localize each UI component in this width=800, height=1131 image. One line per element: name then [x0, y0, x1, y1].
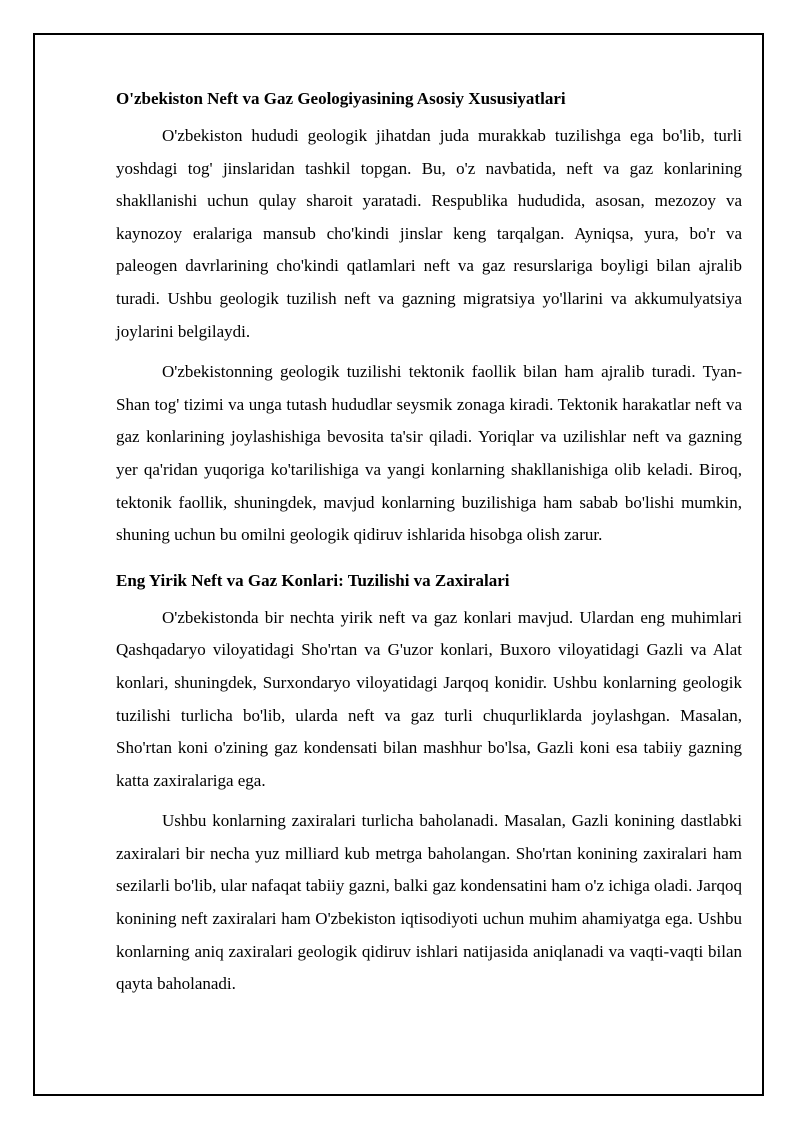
section-largest-fields	[116, 568, 742, 1001]
paragraph: O'zbekistonda bir nechta yirik neft va gaz konlari mavjud. Ulardan eng muhimlari Qashqadaryo viloyatidagi Sho'rtan va G'uzor konlari, Buxoro viloyatidagi Gazli va Alat konlari, shuningdek, Surxondaryo viloyatidagi Jarqoq konidir. Ushbu konlarning geologik tuzilishi turlicha bo'lib, ularda neft va gaz turli chuqurliklarda joylashgan. Masalan, Sho'rtan koni o'zining gaz kondensati bilan mashhur bo'lsa, Gazli koni esa tabiiy gazning katta zaxiralariga ega.	[116, 607, 742, 790]
section-heading: O'zbekiston Neft va Gaz Geologiyasining Asosiy Xususiyatlari	[116, 89, 566, 108]
paragraph: Ushbu konlarning zaxiralari turlicha baholanadi. Masalan, Gazli konining dastlabki zaxiralari bir necha yuz milliard kub metrga baholangan. Sho'rtan konining zaxiralari ham sezilarli bo'lib, ular nafaqat tabiiy gazni, balki gaz kondensatini ham o'z ichiga oladi. Jarqoq konining neft zaxiralari ham O'zbekiston iqtisodiyoti uchun muhim ahamiyatga ega. Ushbu konlarning aniq zaxiralari geologik qidiruv ishlari natijasida aniqlanadi va vaqti-vaqti bilan qayta baholanadi.	[116, 811, 742, 994]
document-body	[116, 86, 742, 1001]
section-heading: Eng Yirik Neft va Gaz Konlari: Tuzilishi va Zaxiralari	[116, 570, 510, 590]
section-geology-features	[116, 86, 742, 552]
paragraph: O'zbekistonning geologik tuzilishi tektonik faollik bilan ham ajralib turadi. Tyan-Shan tog' tizimi va unga tutash hududlar seysmik zonaga kiradi. Tektonik harakatlar neft va gaz konlarining joylashishiga bevosita ta'sir qiladi. Yoriqlar va uzilishlar neft va gazning yer qa'ridan yuqoriga ko'tarilishiga va yangi konlarning shakllanishiga olib keladi. Biroq, tektonik faollik, shuningdek, mavjud konlarning buzilishiga ham sabab bo'lishi mumkin, shuning uchun bu omilni geologik qidiruv ishlarida hisobga olish zarur.	[116, 362, 742, 545]
paragraph: O'zbekiston hududi geologik jihatdan juda murakkab tuzilishga ega bo'lib, turli yoshdagi tog' jinslaridan tashkil topgan. Bu, o'z navbatida, neft va gaz konlarining shakllanishi uchun qulay sharoit yaratadi. Respublika hududida, asosan, mezozoy va kaynozoy eralariga mansub cho'kindi jinslar keng tarqalgan. Ayniqsa, yura, bo'r va paleogen davrlarining cho'kindi qatlamlari neft va gaz resurslariga boyligi bilan ajralib turadi. Ushbu geologik tuzilish neft va gazning migratsiya yo'llarini va akkumulyatsiya joylarini belgilaydi.	[116, 126, 742, 341]
